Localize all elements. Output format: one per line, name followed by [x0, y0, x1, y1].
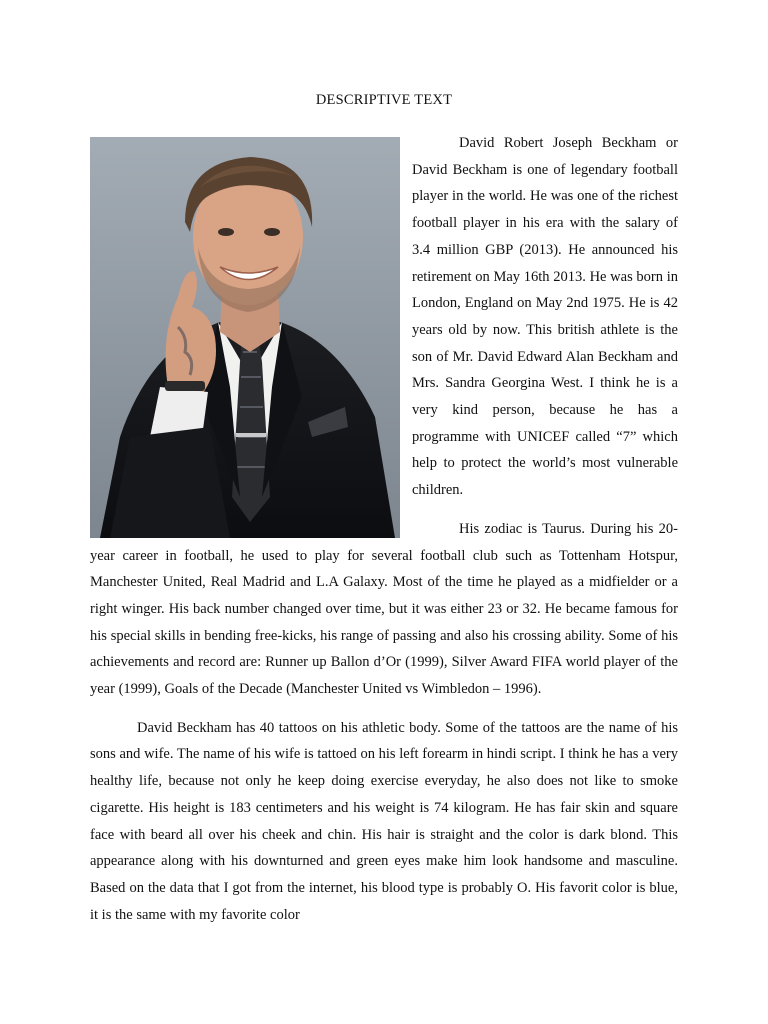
paragraph-career: His zodiac is Taurus. During his 20-year career in football, he used to play for several football club such as Tottenham Hotspur, Manchester United, Real Madrid and L.A Galaxy. Most of the time he played as a midfielder or a right winger. His back number changed over time, but it was either 23 or 32. He became famous for his special skills in bending free-kicks, his range of passing and also his crossing ability. Some of his achievements and record are: Runner up Ballon d’Or (1999), Silver Award FIFA world player of the year (1999), Goals of the Decade (Manchester United vs Wimbledon – 1996). [90, 520, 678, 698]
document-body [90, 130, 678, 940]
paragraph-appearance: David Beckham has 40 tattoos on his athletic body. Some of the tattoos are the name of his sons and wife. The name of his wife is tattoed on his left forearm in hindi script. I think he has a very healthy life, because not only he keep doing exercise everyday, he also does not like to smoke cigarette. His height is 183 centimeters and his weight is 74 kilogram. He has fair skin and square face with beard all over his cheek and chin. His hair is straight and the color is dark blond. This appearance along with his downturned and green eyes make him look handsome and masculine. Based on the data that I got from the internet, his blood type is probably O. His favorit color is blue, it is the same with my favorite color [90, 719, 678, 923]
paragraph-intro: David Robert Joseph Beckham or David Beckham is one of legendary football player in the world. He was one of the richest football player in his era with the salary of 3.4 million GBP (2013). He announced his retirement on May 16th 2013. He was born in London, England on May 2nd 1975. He is 42 years old by now. This british athlete is the son of Mr. David Edward Alan Beckham and Mrs. Sandra Georgina West. I think he is a very kind person, because he has a programme with UNICEF called “7” which help to protect the world’s most vulnerable children. [412, 135, 678, 499]
document-title: DESCRIPTIVE TEXT [315, 92, 453, 108]
portrait-photo [90, 137, 400, 538]
